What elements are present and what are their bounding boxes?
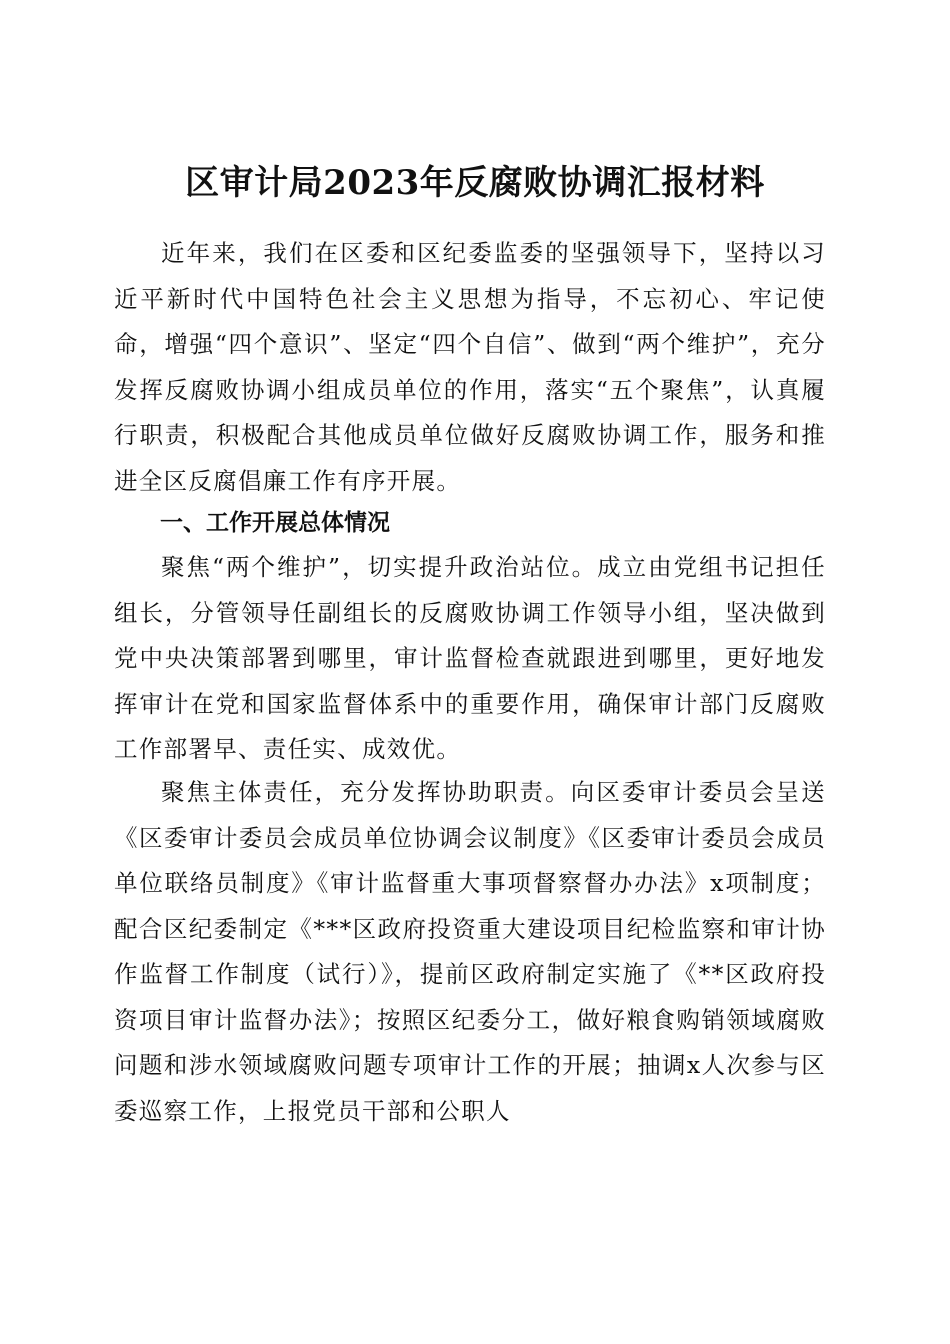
section-heading: 一、工作开展总体情况 <box>160 510 390 536</box>
body-paragraph-main-responsibility: 聚焦主体责任，充分发挥协助职责。向区委审计委员会呈送《区委审计委员会成员单位协调会议制度》《区委审计委员会成员单位联络员制度》《审计监督重大事项督察督办办法》x项制度；配合区纪委制定《***区政府投资重大建设项目纪检监察和审计协作监督工作制度（试行）》，提前区政府制定实施了《**区政府投资项目审计监督办法》；按照区纪委分工，做好粮食购销领域腐败问题和涉水领域腐败问题专项审计工作的开展；抽调x人次参与区委巡察工作，上报党员干部和公职人 <box>114 778 826 1125</box>
body-paragraph-political-stance: 聚焦“两个维护”，切实提升政治站位。成立由党组书记担任组长，分管领导任副组长的反腐败协调工作领导小组，坚决做到党中央决策部署到哪里，审计监督检查就跟进到哪里，更好地发挥审计在党和国家监督体系中的重要作用，确保审计部门反腐败工作部署早、责任实、成效优。 <box>114 553 826 763</box>
intro-paragraph: 近年来，我们在区委和区纪委监委的坚强领导下，坚持以习近平新时代中国特色社会主义思想为指导，不忘初心、牢记使命，增强“四个意识”、坚定“四个自信”、做到“两个维护”，充分发挥反腐败协调小组成员单位的作用，落实“五个聚焦”，认真履行职责，积极配合其他成员单位做好反腐败协调工作，服务和推进全区反腐倡廉工作有序开展。 <box>114 239 826 495</box>
document-title: 区审计局2023年反腐败协调汇报材料 <box>185 162 765 203</box>
